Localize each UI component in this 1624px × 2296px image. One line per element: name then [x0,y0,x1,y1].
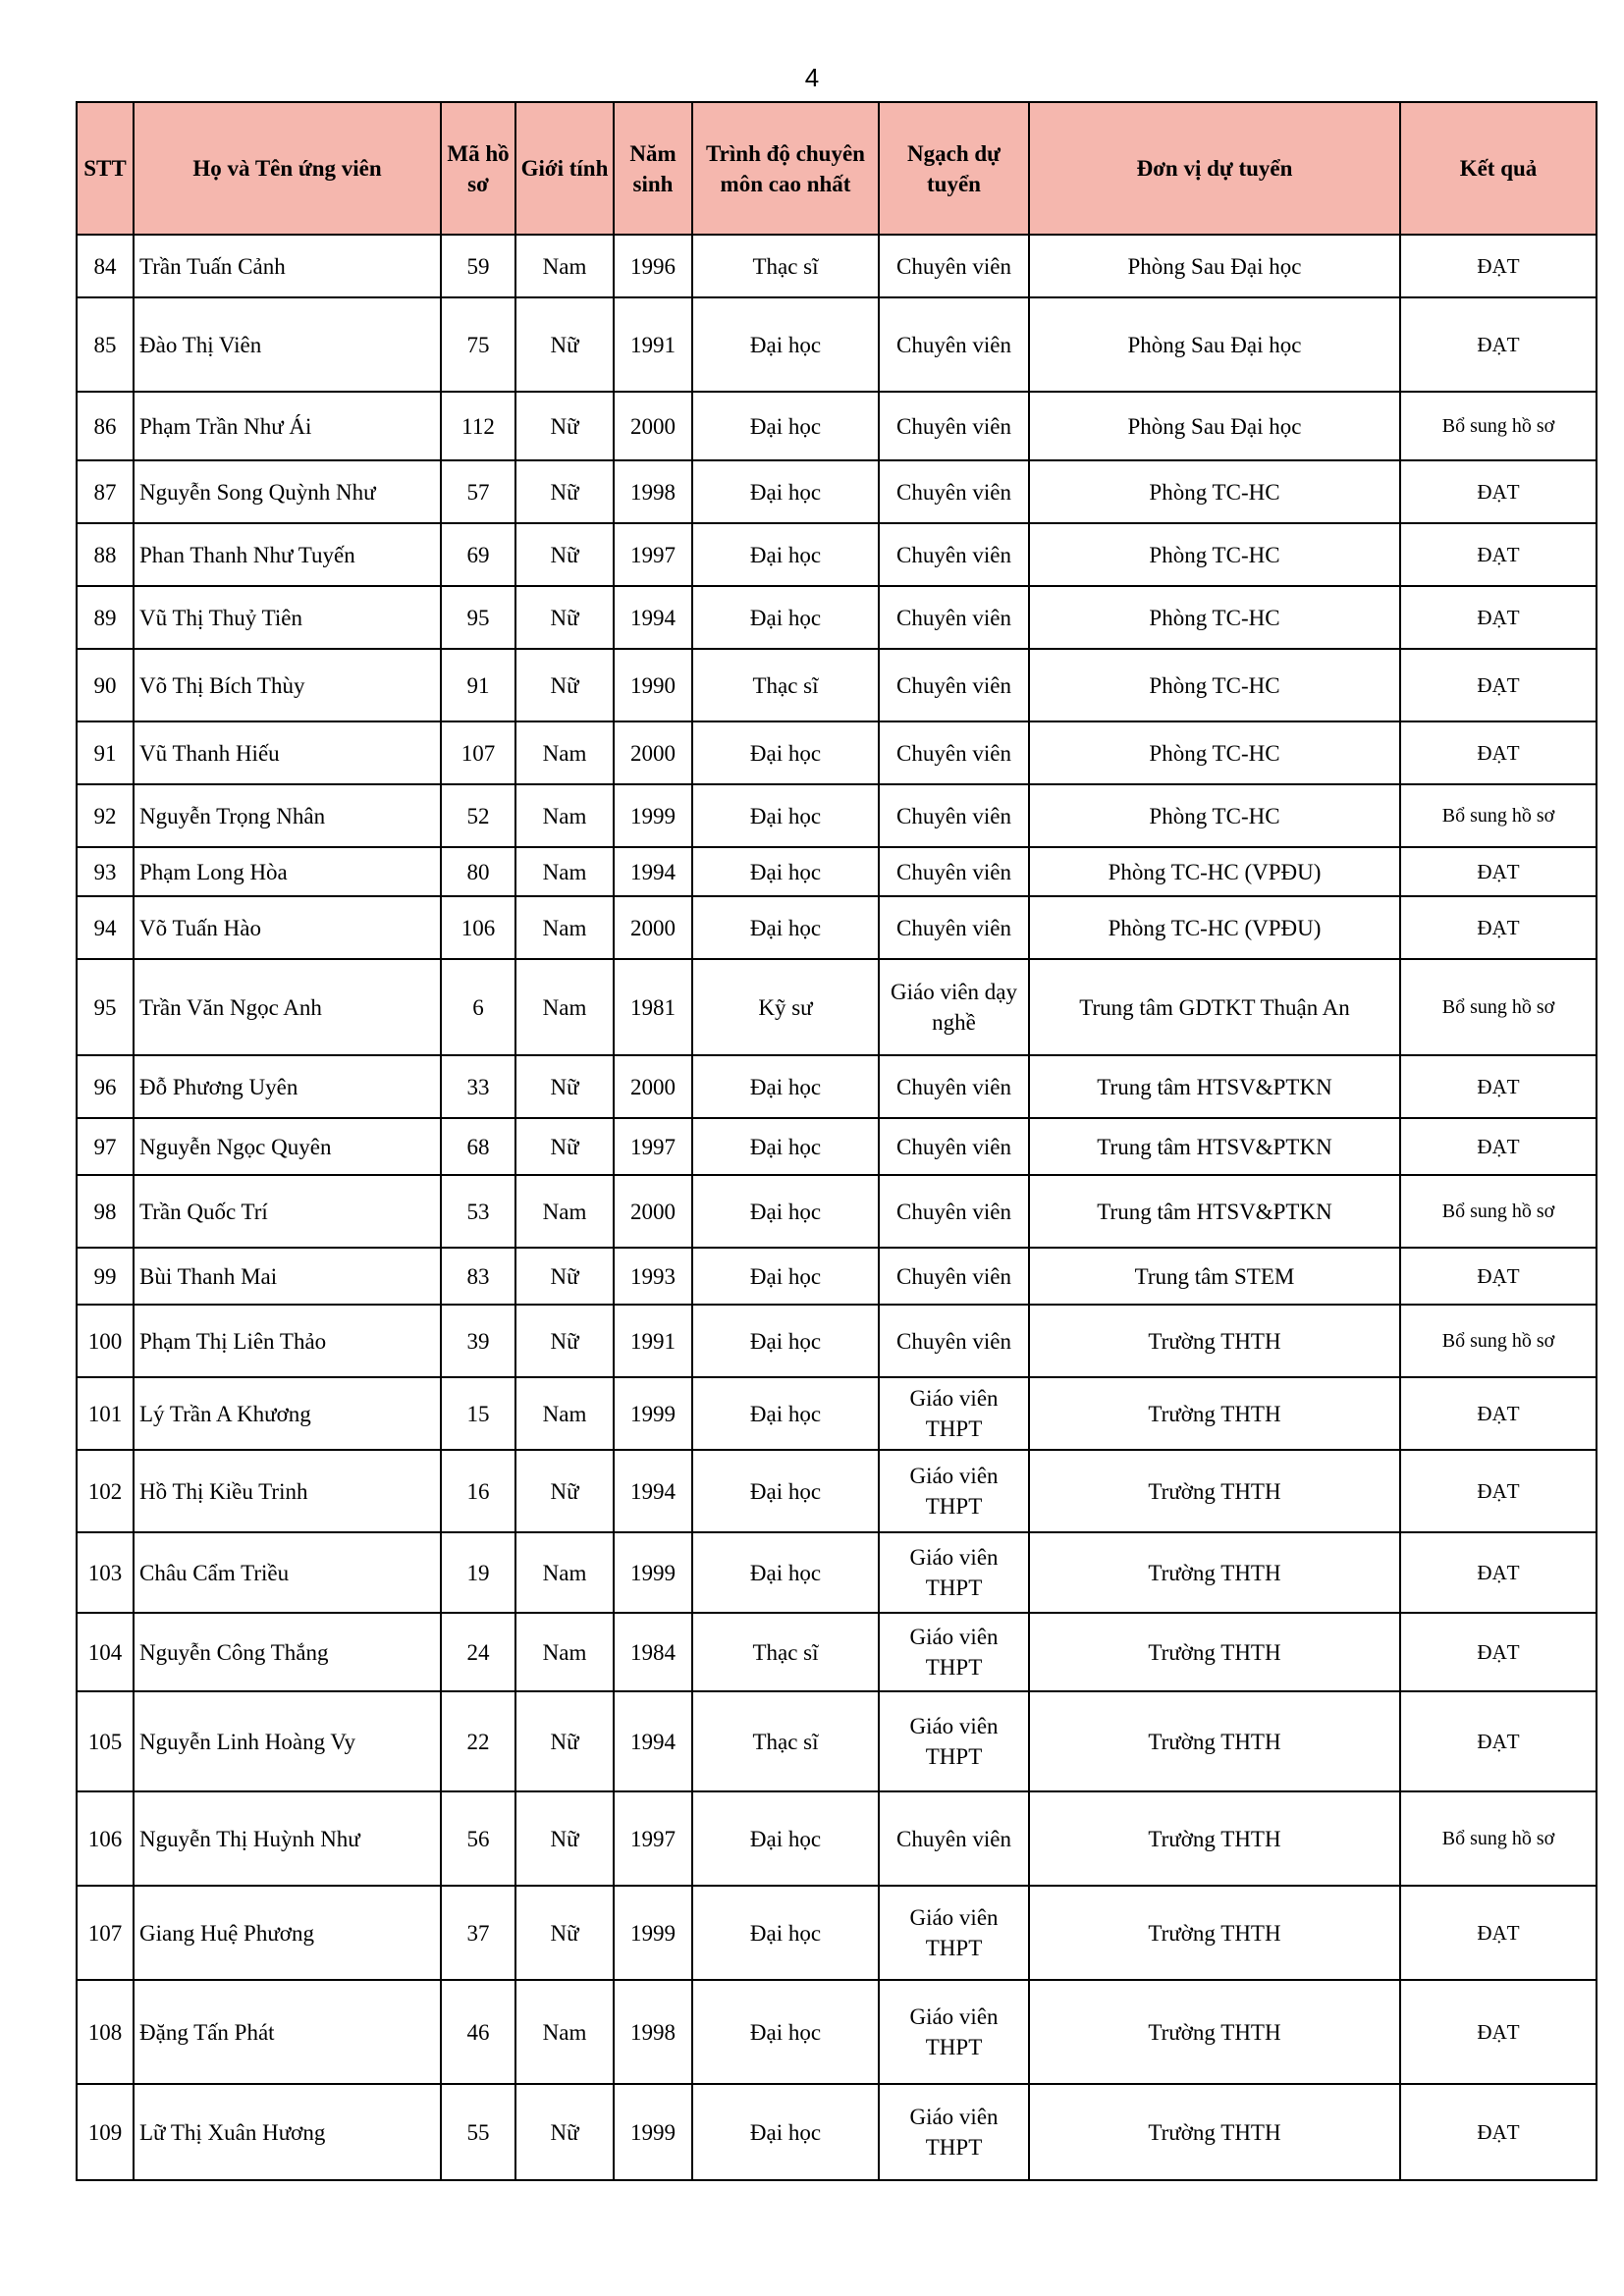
table-row [77,235,1597,297]
cell-ngach: Chuyên viên [879,1791,1029,1886]
cell-gioi-tinh: Nữ [515,392,614,460]
cell-ho-ten: Châu Cẩm Triều [134,1532,441,1613]
cell-gioi-tinh: Nữ [515,1055,614,1118]
cell-stt: 102 [77,1450,134,1532]
cell-don-vi: Trung tâm GDTKT Thuận An [1029,959,1400,1055]
header-gioi-tinh: Giới tính [515,102,614,235]
table-row [77,1980,1597,2084]
cell-ho-ten: Nguyễn Song Quỳnh Như [134,460,441,523]
cell-ket-qua: Bổ sung hồ sơ [1400,784,1597,847]
cell-ho-ten: Phạm Thị Liên Thảo [134,1305,441,1377]
cell-ma-ho-so: 80 [441,847,515,896]
cell-don-vi: Phòng TC-HC (VPĐU) [1029,847,1400,896]
cell-gioi-tinh: Nữ [515,1305,614,1377]
cell-ma-ho-so: 37 [441,1886,515,1980]
cell-stt: 86 [77,392,134,460]
cell-don-vi: Trường THTH [1029,1980,1400,2084]
cell-ho-ten: Đào Thị Viên [134,297,441,392]
cell-gioi-tinh: Nữ [515,1691,614,1791]
cell-gioi-tinh: Nam [515,721,614,784]
cell-ma-ho-so: 68 [441,1118,515,1175]
cell-ma-ho-so: 33 [441,1055,515,1118]
cell-nam-sinh: 2000 [614,392,692,460]
cell-nam-sinh: 1999 [614,1532,692,1613]
table-row [77,1377,1597,1450]
cell-nam-sinh: 1991 [614,1305,692,1377]
cell-gioi-tinh: Nữ [515,1118,614,1175]
cell-nam-sinh: 2000 [614,1175,692,1248]
cell-don-vi: Trường THTH [1029,1791,1400,1886]
cell-ho-ten: Nguyễn Thị Huỳnh Như [134,1791,441,1886]
cell-don-vi: Trung tâm HTSV&PTKN [1029,1055,1400,1118]
cell-ho-ten: Nguyễn Công Thắng [134,1613,441,1691]
cell-gioi-tinh: Nam [515,847,614,896]
cell-ket-qua: ĐẠT [1400,1613,1597,1691]
header-ket-qua: Kết quả [1400,102,1597,235]
cell-ho-ten: Lý Trần A Khương [134,1377,441,1450]
cell-ngach: Chuyên viên [879,523,1029,586]
cell-trinh-do: Kỹ sư [692,959,879,1055]
cell-ket-qua: ĐẠT [1400,1886,1597,1980]
cell-ngach: Giáo viên THPT [879,1613,1029,1691]
cell-ket-qua: ĐẠT [1400,2084,1597,2180]
cell-gioi-tinh: Nam [515,235,614,297]
cell-ket-qua: ĐẠT [1400,523,1597,586]
cell-stt: 90 [77,649,134,721]
cell-ho-ten: Đặng Tấn Phát [134,1980,441,2084]
cell-trinh-do: Đại học [692,1980,879,2084]
cell-gioi-tinh: Nữ [515,2084,614,2180]
table-row [77,392,1597,460]
cell-trinh-do: Đại học [692,1305,879,1377]
cell-don-vi: Phòng TC-HC [1029,784,1400,847]
cell-ngach: Giáo viên THPT [879,1532,1029,1613]
cell-ho-ten: Võ Thị Bích Thùy [134,649,441,721]
cell-stt: 99 [77,1248,134,1305]
cell-ma-ho-so: 107 [441,721,515,784]
cell-gioi-tinh: Nữ [515,297,614,392]
cell-ket-qua: ĐẠT [1400,460,1597,523]
table-row [77,1305,1597,1377]
cell-ho-ten: Vũ Thị Thuỷ Tiên [134,586,441,649]
cell-ngach: Chuyên viên [879,1118,1029,1175]
cell-ket-qua: Bổ sung hồ sơ [1400,392,1597,460]
header-ngach: Ngạch dự tuyển [879,102,1029,235]
cell-ket-qua: Bổ sung hồ sơ [1400,959,1597,1055]
cell-ket-qua: ĐẠT [1400,1532,1597,1613]
cell-nam-sinh: 1997 [614,1791,692,1886]
cell-stt: 88 [77,523,134,586]
cell-don-vi: Trường THTH [1029,1305,1400,1377]
cell-ket-qua: ĐẠT [1400,847,1597,896]
cell-ho-ten: Bùi Thanh Mai [134,1248,441,1305]
cell-don-vi: Trường THTH [1029,1886,1400,1980]
cell-trinh-do: Thạc sĩ [692,235,879,297]
cell-don-vi: Trường THTH [1029,1691,1400,1791]
cell-don-vi: Phòng TC-HC [1029,721,1400,784]
cell-ho-ten: Trần Văn Ngọc Anh [134,959,441,1055]
cell-ngach: Chuyên viên [879,460,1029,523]
table-row [77,523,1597,586]
cell-don-vi: Phòng Sau Đại học [1029,297,1400,392]
cell-ma-ho-so: 19 [441,1532,515,1613]
cell-ho-ten: Phạm Long Hòa [134,847,441,896]
cell-gioi-tinh: Nam [515,1613,614,1691]
cell-nam-sinh: 2000 [614,1055,692,1118]
cell-ho-ten: Phan Thanh Như Tuyến [134,523,441,586]
cell-trinh-do: Đại học [692,1886,879,1980]
cell-ngach: Chuyên viên [879,649,1029,721]
cell-gioi-tinh: Nữ [515,1450,614,1532]
cell-nam-sinh: 1999 [614,784,692,847]
table-row [77,784,1597,847]
cell-trinh-do: Đại học [692,586,879,649]
cell-nam-sinh: 1991 [614,297,692,392]
cell-nam-sinh: 1994 [614,586,692,649]
cell-ma-ho-so: 22 [441,1691,515,1791]
cell-ket-qua: ĐẠT [1400,649,1597,721]
cell-ho-ten: Võ Tuấn Hào [134,896,441,959]
cell-ma-ho-so: 55 [441,2084,515,2180]
cell-ngach: Chuyên viên [879,586,1029,649]
cell-nam-sinh: 1997 [614,1118,692,1175]
cell-don-vi: Trường THTH [1029,2084,1400,2180]
cell-ma-ho-so: 83 [441,1248,515,1305]
cell-ngach: Giáo viên THPT [879,1377,1029,1450]
cell-trinh-do: Đại học [692,523,879,586]
cell-ngach: Giáo viên THPT [879,2084,1029,2180]
cell-ma-ho-so: 57 [441,460,515,523]
table-row [77,1613,1597,1691]
cell-trinh-do: Đại học [692,1248,879,1305]
cell-stt: 92 [77,784,134,847]
header-ma-ho-so: Mã hồ sơ [441,102,515,235]
cell-don-vi: Phòng Sau Đại học [1029,392,1400,460]
cell-stt: 94 [77,896,134,959]
cell-don-vi: Trung tâm STEM [1029,1248,1400,1305]
cell-gioi-tinh: Nam [515,1532,614,1613]
table-row [77,2084,1597,2180]
cell-trinh-do: Đại học [692,2084,879,2180]
cell-ket-qua: Bổ sung hồ sơ [1400,1305,1597,1377]
cell-trinh-do: Thạc sĩ [692,1613,879,1691]
cell-ma-ho-so: 112 [441,392,515,460]
cell-ket-qua: ĐẠT [1400,1248,1597,1305]
cell-gioi-tinh: Nữ [515,1886,614,1980]
cell-stt: 95 [77,959,134,1055]
cell-nam-sinh: 1993 [614,1248,692,1305]
table-row [77,1691,1597,1791]
cell-nam-sinh: 1984 [614,1613,692,1691]
cell-stt: 96 [77,1055,134,1118]
header-don-vi: Đơn vị dự tuyển [1029,102,1400,235]
cell-stt: 85 [77,297,134,392]
cell-ho-ten: Nguyễn Linh Hoàng Vy [134,1691,441,1791]
cell-ngach: Chuyên viên [879,297,1029,392]
cell-ma-ho-so: 6 [441,959,515,1055]
cell-ngach: Chuyên viên [879,847,1029,896]
table-row [77,297,1597,392]
header-stt: STT [77,102,134,235]
cell-ma-ho-so: 59 [441,235,515,297]
cell-trinh-do: Đại học [692,1377,879,1450]
cell-gioi-tinh: Nam [515,784,614,847]
cell-stt: 104 [77,1613,134,1691]
page-number: 4 [804,63,820,92]
cell-ket-qua: ĐẠT [1400,586,1597,649]
table-header [77,102,1597,235]
cell-ma-ho-so: 16 [441,1450,515,1532]
cell-ket-qua: ĐẠT [1400,1055,1597,1118]
cell-stt: 107 [77,1886,134,1980]
cell-ket-qua: Bổ sung hồ sơ [1400,1175,1597,1248]
table-body [77,235,1597,2180]
cell-ma-ho-so: 75 [441,297,515,392]
cell-don-vi: Phòng TC-HC [1029,460,1400,523]
cell-stt: 91 [77,721,134,784]
cell-stt: 89 [77,586,134,649]
cell-nam-sinh: 1997 [614,523,692,586]
cell-ma-ho-so: 52 [441,784,515,847]
table-row [77,460,1597,523]
cell-don-vi: Trường THTH [1029,1613,1400,1691]
cell-don-vi: Trung tâm HTSV&PTKN [1029,1118,1400,1175]
cell-don-vi: Trường THTH [1029,1377,1400,1450]
cell-trinh-do: Đại học [692,1055,879,1118]
cell-ma-ho-so: 24 [441,1613,515,1691]
cell-nam-sinh: 1996 [614,235,692,297]
cell-ket-qua: ĐẠT [1400,721,1597,784]
cell-don-vi: Phòng TC-HC [1029,649,1400,721]
cell-ngach: Chuyên viên [879,235,1029,297]
cell-ma-ho-so: 91 [441,649,515,721]
cell-ma-ho-so: 53 [441,1175,515,1248]
cell-trinh-do: Đại học [692,392,879,460]
cell-ngach: Chuyên viên [879,1055,1029,1118]
table-row [77,847,1597,896]
cell-ho-ten: Hồ Thị Kiều Trinh [134,1450,441,1532]
cell-trinh-do: Đại học [692,721,879,784]
cell-nam-sinh: 1981 [614,959,692,1055]
cell-don-vi: Phòng Sau Đại học [1029,235,1400,297]
cell-ngach: Giáo viên THPT [879,1980,1029,2084]
cell-nam-sinh: 1998 [614,1980,692,2084]
table-row [77,896,1597,959]
cell-ma-ho-so: 106 [441,896,515,959]
table-row [77,1248,1597,1305]
cell-stt: 103 [77,1532,134,1613]
cell-nam-sinh: 1998 [614,460,692,523]
header-ho-ten: Họ và Tên ứng viên [134,102,441,235]
cell-ma-ho-so: 95 [441,586,515,649]
cell-gioi-tinh: Nam [515,1175,614,1248]
cell-gioi-tinh: Nữ [515,649,614,721]
cell-ket-qua: ĐẠT [1400,1450,1597,1532]
cell-ket-qua: ĐẠT [1400,235,1597,297]
cell-nam-sinh: 1994 [614,1450,692,1532]
header-nam-sinh: Năm sinh [614,102,692,235]
cell-ngach: Chuyên viên [879,896,1029,959]
cell-don-vi: Phòng TC-HC [1029,523,1400,586]
cell-stt: 84 [77,235,134,297]
cell-gioi-tinh: Nữ [515,460,614,523]
cell-ma-ho-so: 15 [441,1377,515,1450]
cell-nam-sinh: 2000 [614,721,692,784]
table-row [77,1532,1597,1613]
cell-ma-ho-so: 46 [441,1980,515,2084]
cell-trinh-do: Đại học [692,847,879,896]
cell-ho-ten: Đỗ Phương Uyên [134,1055,441,1118]
cell-ho-ten: Lữ Thị Xuân Hương [134,2084,441,2180]
cell-ngach: Chuyên viên [879,721,1029,784]
cell-ket-qua: ĐẠT [1400,1980,1597,2084]
cell-stt: 97 [77,1118,134,1175]
table-row [77,1055,1597,1118]
cell-don-vi: Trường THTH [1029,1450,1400,1532]
cell-stt: 87 [77,460,134,523]
cell-trinh-do: Đại học [692,1791,879,1886]
cell-ngach: Giáo viên dạy nghề [879,959,1029,1055]
cell-nam-sinh: 1999 [614,1886,692,1980]
table-row [77,1175,1597,1248]
cell-trinh-do: Đại học [692,460,879,523]
cell-ngach: Chuyên viên [879,392,1029,460]
cell-trinh-do: Đại học [692,1175,879,1248]
cell-ngach: Chuyên viên [879,1248,1029,1305]
cell-gioi-tinh: Nam [515,896,614,959]
cell-trinh-do: Đại học [692,1118,879,1175]
cell-gioi-tinh: Nữ [515,523,614,586]
cell-trinh-do: Thạc sĩ [692,1691,879,1791]
cell-trinh-do: Đại học [692,297,879,392]
cell-ket-qua: ĐẠT [1400,1691,1597,1791]
table-row [77,1791,1597,1886]
cell-don-vi: Trường THTH [1029,1532,1400,1613]
cell-ket-qua: ĐẠT [1400,1377,1597,1450]
cell-nam-sinh: 1999 [614,2084,692,2180]
cell-ngach: Chuyên viên [879,1175,1029,1248]
header-row [77,102,1597,235]
cell-nam-sinh: 1994 [614,1691,692,1791]
table-row [77,586,1597,649]
cell-gioi-tinh: Nam [515,1980,614,2084]
cell-ket-qua: Bổ sung hồ sơ [1400,1791,1597,1886]
cell-nam-sinh: 2000 [614,896,692,959]
cell-ngach: Giáo viên THPT [879,1691,1029,1791]
cell-nam-sinh: 1990 [614,649,692,721]
cell-gioi-tinh: Nữ [515,586,614,649]
cell-ho-ten: Nguyễn Ngọc Quyên [134,1118,441,1175]
cell-ket-qua: ĐẠT [1400,297,1597,392]
table-row [77,1450,1597,1532]
cell-ngach: Chuyên viên [879,1305,1029,1377]
cell-ho-ten: Trần Tuấn Cảnh [134,235,441,297]
cell-ho-ten: Trần Quốc Trí [134,1175,441,1248]
results-table [76,101,1597,2181]
cell-stt: 101 [77,1377,134,1450]
cell-nam-sinh: 1994 [614,847,692,896]
cell-stt: 105 [77,1691,134,1791]
cell-trinh-do: Đại học [692,896,879,959]
cell-ho-ten: Giang Huệ Phương [134,1886,441,1980]
cell-nam-sinh: 1999 [614,1377,692,1450]
cell-trinh-do: Đại học [692,1532,879,1613]
cell-ho-ten: Phạm Trần Như Ái [134,392,441,460]
table-row [77,1118,1597,1175]
cell-trinh-do: Thạc sĩ [692,649,879,721]
table-row [77,649,1597,721]
cell-ket-qua: ĐẠT [1400,896,1597,959]
cell-ma-ho-so: 39 [441,1305,515,1377]
cell-ket-qua: ĐẠT [1400,1118,1597,1175]
cell-gioi-tinh: Nữ [515,1791,614,1886]
cell-don-vi: Trung tâm HTSV&PTKN [1029,1175,1400,1248]
cell-ma-ho-so: 56 [441,1791,515,1886]
cell-stt: 98 [77,1175,134,1248]
cell-ngach: Giáo viên THPT [879,1886,1029,1980]
cell-ngach: Chuyên viên [879,784,1029,847]
header-trinh-do: Trình độ chuyên môn cao nhất [692,102,879,235]
cell-stt: 108 [77,1980,134,2084]
cell-gioi-tinh: Nữ [515,1248,614,1305]
cell-gioi-tinh: Nam [515,959,614,1055]
cell-stt: 109 [77,2084,134,2180]
table-row [77,1886,1597,1980]
cell-trinh-do: Đại học [692,1450,879,1532]
cell-ngach: Giáo viên THPT [879,1450,1029,1532]
table-row [77,959,1597,1055]
cell-don-vi: Phòng TC-HC [1029,586,1400,649]
cell-don-vi: Phòng TC-HC (VPĐU) [1029,896,1400,959]
cell-ho-ten: Vũ Thanh Hiếu [134,721,441,784]
cell-stt: 106 [77,1791,134,1886]
cell-ma-ho-so: 69 [441,523,515,586]
cell-ho-ten: Nguyễn Trọng Nhân [134,784,441,847]
cell-stt: 100 [77,1305,134,1377]
cell-stt: 93 [77,847,134,896]
cell-trinh-do: Đại học [692,784,879,847]
table-row [77,721,1597,784]
cell-gioi-tinh: Nam [515,1377,614,1450]
